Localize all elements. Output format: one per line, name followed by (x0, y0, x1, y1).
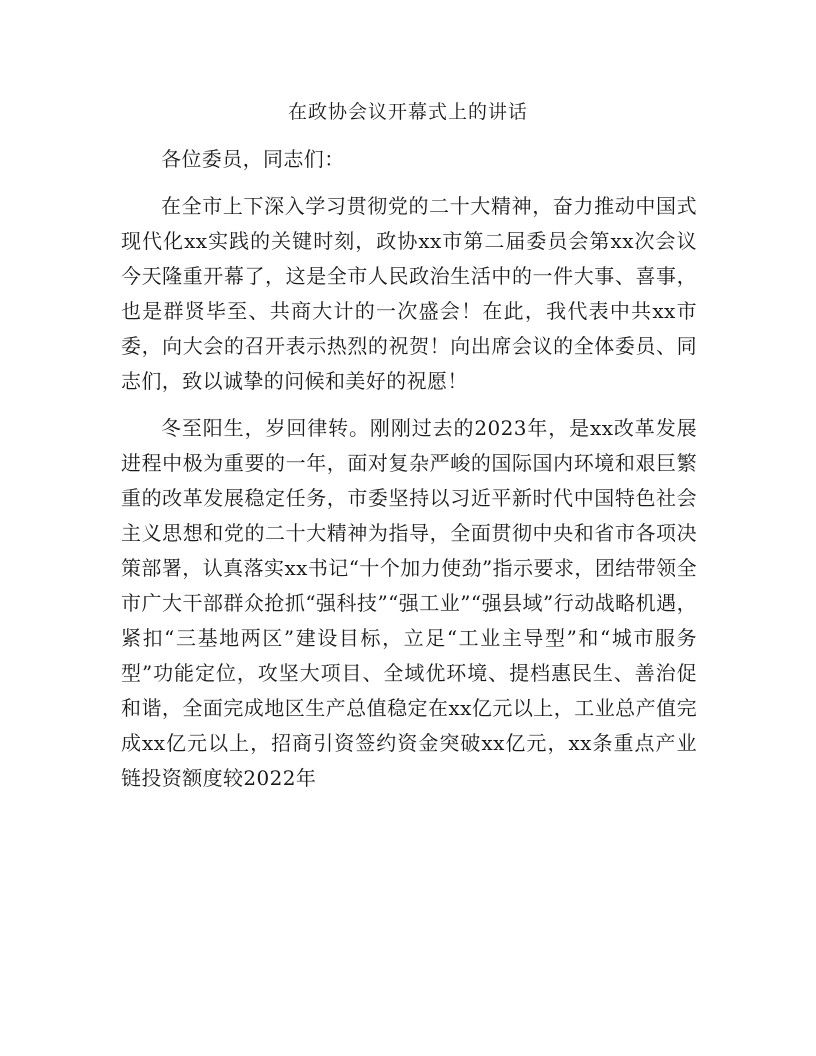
page-title: 在政协会议开幕式上的讲话 (287, 101, 528, 123)
paragraph-opening: 在全市上下深入学习贯彻党的二十大精神，奋力推动中国式现代化xx实践的关键时刻，政协xx市第二届委员会第xx次会议今天隆重开幕了，这是全市人民政治生活中的一件大事、喜事，也是群贤毕至、共商大计的一次盛会！在此，我代表中共xx市委，向大会的召开表示热烈的祝贺！向出席会议的全体委员、同志们，致以诚挚的问候和美好的祝愿！ (121, 194, 697, 393)
paragraph-review: 冬至阳生，岁回律转。刚刚过去的2023年，是xx改革发展进程中极为重要的一年，面对复杂严峻的国际国内环境和艰巨繁重的改革发展稳定任务，市委坚持以习近平新时代中国特色社会主义思想和党的二十大精神为指导，全面贯彻中央和省市各项决策部署，认真落实xx书记“十个加力使劲”指示要求，团结带领全市广大干部群众抢抓“强科技”“强工业”“强县域”行动战略机遇，紧扣“三基地两区”建设目标，立足“工业主导型”和“城市服务型”功能定位，攻坚大项目、全域优环境、提档惠民生、善治促和谐，全面完成地区生产总值稳定在xx亿元以上，工业总产值完成xx亿元以上，招商引资签约资金突破xx亿元，xx条重点产业链投资额度较2022年 (121, 416, 697, 790)
document-body (121, 142, 697, 796)
salutation: 各位委员，同志们： (161, 147, 345, 171)
